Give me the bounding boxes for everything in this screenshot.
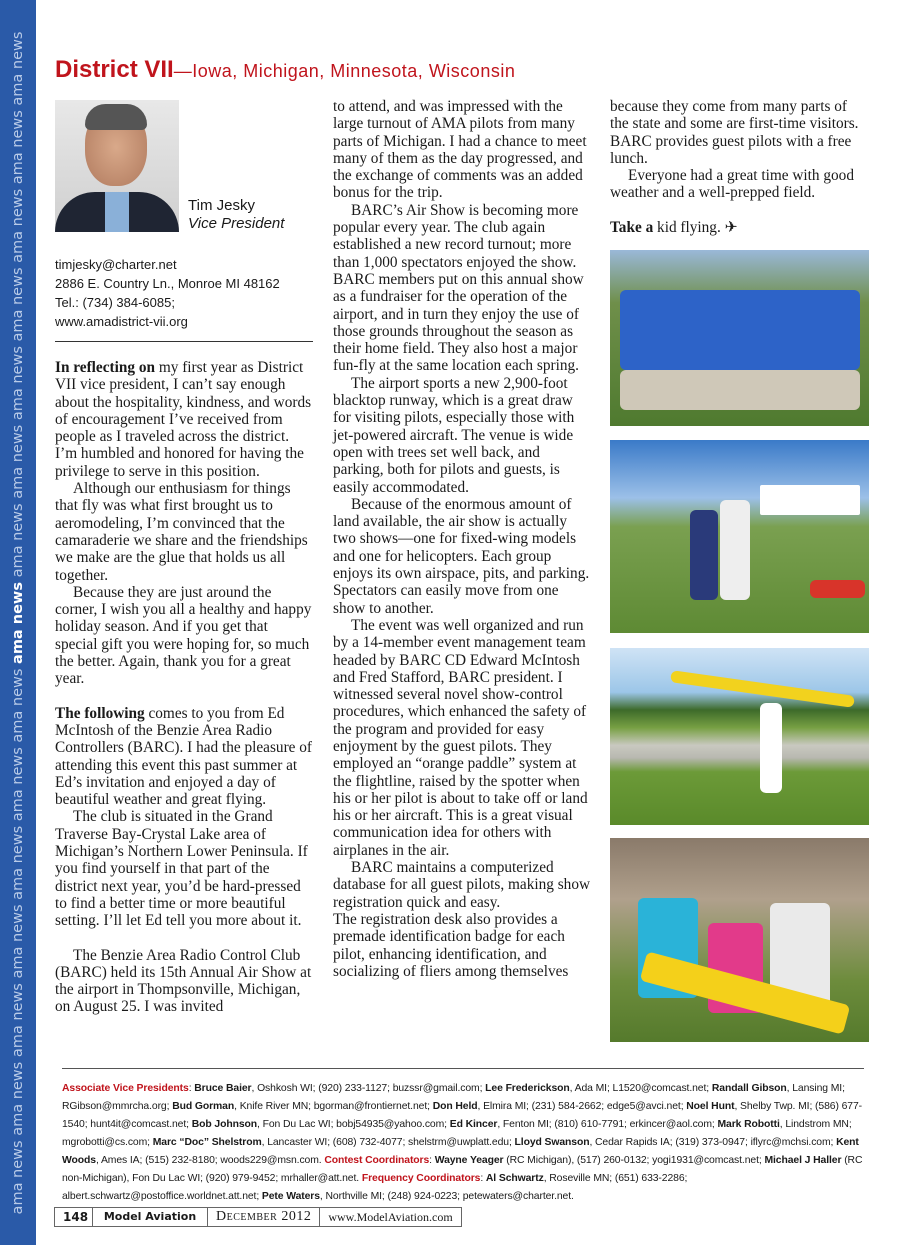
photo-club-group bbox=[610, 250, 869, 426]
person-name: Noel Hunt bbox=[686, 1101, 735, 1112]
person-name: Don Held bbox=[432, 1101, 478, 1112]
person-name: Mark Robotti bbox=[717, 1119, 780, 1130]
contact-details: , Northville MI; (248) 924-0223; petewaters@charter.net. bbox=[319, 1191, 574, 1202]
footer-entry bbox=[153, 1137, 515, 1148]
person-name: Bruce Baier bbox=[194, 1083, 252, 1094]
footer-entry bbox=[435, 1155, 765, 1166]
photo-kids-with-plane bbox=[610, 838, 869, 1042]
paragraph: The following comes to you from Ed McIntosh of the Benzie Area Radio Controllers (BARC). I had the pleasure of attending this event this past summer at Ed’s invitation and enjoyed a day of beautiful weather and great flying. bbox=[55, 704, 313, 809]
contact-details: , Roseville MN; (651) 633-2286; albert.schwartz@postoffice.worldnet.att.net; bbox=[62, 1173, 688, 1202]
person-name: Marc “Doc” Shelstrom bbox=[152, 1137, 262, 1148]
column-2 bbox=[333, 98, 591, 980]
footer-entry bbox=[194, 1083, 485, 1094]
author-email[interactable]: timjesky@charter.net bbox=[55, 257, 177, 272]
paragraph: The event was well organized and run by a 14-member event management team headed by BARC CD Edward McIntosh and Fred Stafford, BARC president. I witnessed several novel show-control procedures, which enhanced the safety of the program and provided for easy enjoyment by the guest pilots. They employed an “orange paddle” system at the flightline, raised by the spotter when his or her pilot is about to take off or land his or her aircraft. This is a great visual communication idea for others with airplanes in the air. bbox=[333, 616, 588, 859]
airplane-end-icon: ✈ bbox=[724, 218, 738, 236]
issue-date: December 2012 bbox=[208, 1208, 320, 1226]
contact-details: , Cedar Rapids IA; (319) 373-0947; iflyrc@mchsi.com; bbox=[589, 1137, 837, 1148]
contact-details: , Fenton MI; (810) 610-7791; erkincer@aol.com; bbox=[497, 1119, 718, 1130]
district-states: —Iowa, Michigan, Minnesota, Wisconsin bbox=[173, 61, 516, 81]
contact-details: : bbox=[188, 1083, 195, 1094]
footer-entry bbox=[450, 1119, 718, 1130]
sidebar-text-post: ama news ama news ama news ama news ama news ama news ama news bbox=[10, 31, 26, 582]
person-name: Wayne Yeager bbox=[434, 1155, 504, 1166]
author-portrait bbox=[55, 100, 179, 232]
take-a-kid-flying: Take a kid flying. ✈ bbox=[610, 218, 738, 236]
person-name: Kent Woods bbox=[62, 1137, 859, 1166]
role-heading: Associate Vice Presidents bbox=[62, 1083, 189, 1094]
contact-details: , Shelby Twp. MI; (586) 677-1540; hunt4it@comcast.net; bbox=[62, 1101, 862, 1130]
folio-bar bbox=[54, 1207, 462, 1227]
person-name: Lloyd Swanson bbox=[514, 1137, 590, 1148]
author-contact bbox=[55, 255, 280, 331]
contact-details: , Oshkosh WI; (920) 233-1127; buzssr@gmail.com; bbox=[251, 1083, 486, 1094]
ama-news-sidebar bbox=[0, 0, 36, 1245]
associate-vp-list bbox=[62, 1080, 867, 1206]
paragraph: because they come from many parts of the state and some are first-time visitors. BARC provides guest pilots with a free lunch. bbox=[610, 98, 859, 167]
footer-entry bbox=[485, 1083, 712, 1094]
role-heading: Contest Coordinators bbox=[324, 1155, 430, 1166]
sidebar-text-bold: ama news bbox=[10, 581, 26, 664]
contact-details: , Lancaster WI; (608) 732-4077; shelstrm@uwplatt.edu; bbox=[261, 1137, 515, 1148]
contact-details: : bbox=[429, 1155, 435, 1166]
author-role: Vice President bbox=[188, 215, 285, 232]
contact-details: : bbox=[480, 1173, 486, 1184]
contact-details: (RC Michigan), (517) 260-0132; yogi1931@comcast.net; bbox=[503, 1155, 765, 1166]
page-title bbox=[55, 56, 515, 84]
contact-details: , Ada MI; L1520@comcast.net; bbox=[569, 1083, 712, 1094]
person-name: Lee Frederickson bbox=[485, 1083, 570, 1094]
sidebar-text bbox=[10, 31, 26, 1214]
footer-entry bbox=[324, 1155, 434, 1166]
footer-entry bbox=[62, 1083, 194, 1094]
magazine-url[interactable]: www.ModelAviation.com bbox=[328, 1210, 453, 1224]
footer-divider bbox=[62, 1068, 864, 1069]
paragraph: In reflecting on my first year as District VII vice president, I can’t say enough about the hospitality, kindness, and words of encouragement I’ve received from people as I traveled across the district. I’m humbled and honored for having the privilege to serve in this position. bbox=[55, 359, 312, 480]
contact-details: , Ames IA; (515) 232-8180; woods229@msn.com. bbox=[95, 1155, 325, 1166]
photo-pilot-with-plane bbox=[610, 648, 869, 825]
person-name: Michael J Haller bbox=[764, 1155, 842, 1166]
paragraph: The airport sports a new 2,900-foot blacktop runway, which is a great draw for visiting pilots, especially those with jet-powered aircraft. The venue is wide open with trees set well back, and parking, both for pilots and guests, is easily accommodated. bbox=[333, 374, 575, 496]
footer-entry bbox=[515, 1137, 837, 1148]
paragraph: The club is situated in the Grand Traverse Bay-Crystal Lake area of Michigan’s Northern Lower Peninsula. If you find yourself in that part of the district next year, you’d be hard-pressed to find a better time or more beautiful setting. I’ll let Ed tell you more about it. bbox=[55, 808, 308, 930]
author-website[interactable]: www.amadistrict-vii.org bbox=[55, 314, 188, 329]
page-number: 148 bbox=[55, 1208, 93, 1226]
paragraph: The Benzie Area Radio Control Club (BARC) held its 15th Annual Air Show at the airport in Thompsonville, Michigan, on August 25. I was invited bbox=[55, 946, 312, 1016]
contact-details: , Knife River MN; bgorman@frontiernet.net; bbox=[234, 1101, 433, 1112]
paragraph: Although our enthusiasm for things that fly was what first brought us to aeromodeling, I’m convinced that the camaraderie we share and the friendships we make are the glue that holds us all together. bbox=[55, 480, 308, 584]
photo-pit-area bbox=[610, 440, 869, 633]
contact-details: , Fon Du Lac WI; bobj54935@yahoo.com; bbox=[257, 1119, 450, 1130]
contact-details: , Lansing MI; RGibson@mmrcha.org; bbox=[62, 1083, 845, 1112]
column-1 bbox=[55, 359, 313, 1016]
paragraph: BARC maintains a computerized database for all guest pilots, making show registration quick and easy. bbox=[333, 859, 591, 911]
contact-details: , Lindstrom MN; mgrobotti@cs.com; bbox=[62, 1119, 852, 1148]
footer-entry bbox=[433, 1101, 687, 1112]
person-name: Randall Gibson bbox=[711, 1083, 787, 1094]
paragraph: The registration desk also provides a premade identification badge for each pilot, enhancing identification, and socializing of fliers among themselves bbox=[333, 910, 569, 980]
author-phone: Tel.: (734) 384-6085; bbox=[55, 295, 175, 310]
person-name: Bud Gorman bbox=[172, 1101, 235, 1112]
district-name: District VII bbox=[55, 56, 174, 83]
column-3 bbox=[610, 98, 868, 236]
author-name: Tim Jesky bbox=[188, 197, 255, 214]
contact-details: , Elmira MI; (231) 584-2662; edge5@avci.net; bbox=[477, 1101, 687, 1112]
magazine-name: Model Aviation bbox=[93, 1208, 208, 1226]
divider bbox=[55, 341, 313, 342]
paragraph: Because of the enormous amount of land available, the air show is actually two shows—one for fixed-wing models and one for helicopters. Each group enjoys its own airspace, pits, and parking. Spectators can easily move from one show to another. bbox=[333, 495, 590, 617]
person-name: Pete Waters bbox=[261, 1191, 320, 1202]
footer-entry bbox=[172, 1101, 433, 1112]
sidebar-text-pre: ama news ama news ama news ama news ama news ama news ama news bbox=[10, 663, 26, 1214]
person-name: Al Schwartz bbox=[485, 1173, 544, 1184]
author-address: 2886 E. Country Ln., Monroe MI 48162 bbox=[55, 276, 280, 291]
contact-details: (RC non-Michigan), Fon Du Lac WI; (920) 979-9452; mrhaller@att.net. bbox=[62, 1155, 863, 1184]
person-name: Bob Johnson bbox=[191, 1119, 258, 1130]
paragraph: to attend, and was impressed with the large turnout of AMA pilots from many parts of Michigan. I had a chance to meet many of them as the day progressed, and the exchange of comments was an added bonus for the trip. bbox=[333, 98, 587, 202]
footer-entry bbox=[262, 1191, 574, 1202]
footer-entry bbox=[192, 1119, 450, 1130]
paragraph: BARC’s Air Show is becoming more popular every year. The club again established a new record turnout; more than 1,000 spectators enjoyed the show. BARC members put on this annual show as a fundraiser for the operation of the airport, and in turn they enjoy the use of those grounds throughout the season as their home field. They also host a major fun-fly at the same location each spring. bbox=[333, 201, 584, 375]
paragraph: Because they are just around the corner, I wish you all a healthy and happy holiday season. And if you get that special gift you were hoping for, so much the better. Again, thank you for a great year. bbox=[55, 583, 312, 688]
footer-entry bbox=[362, 1173, 486, 1184]
person-name: Ed Kincer bbox=[449, 1119, 498, 1130]
paragraph: Everyone had a great time with good weather and a well-prepped field. bbox=[610, 167, 854, 202]
author-name-block bbox=[188, 197, 284, 233]
role-heading: Frequency Coordinators bbox=[361, 1173, 481, 1184]
